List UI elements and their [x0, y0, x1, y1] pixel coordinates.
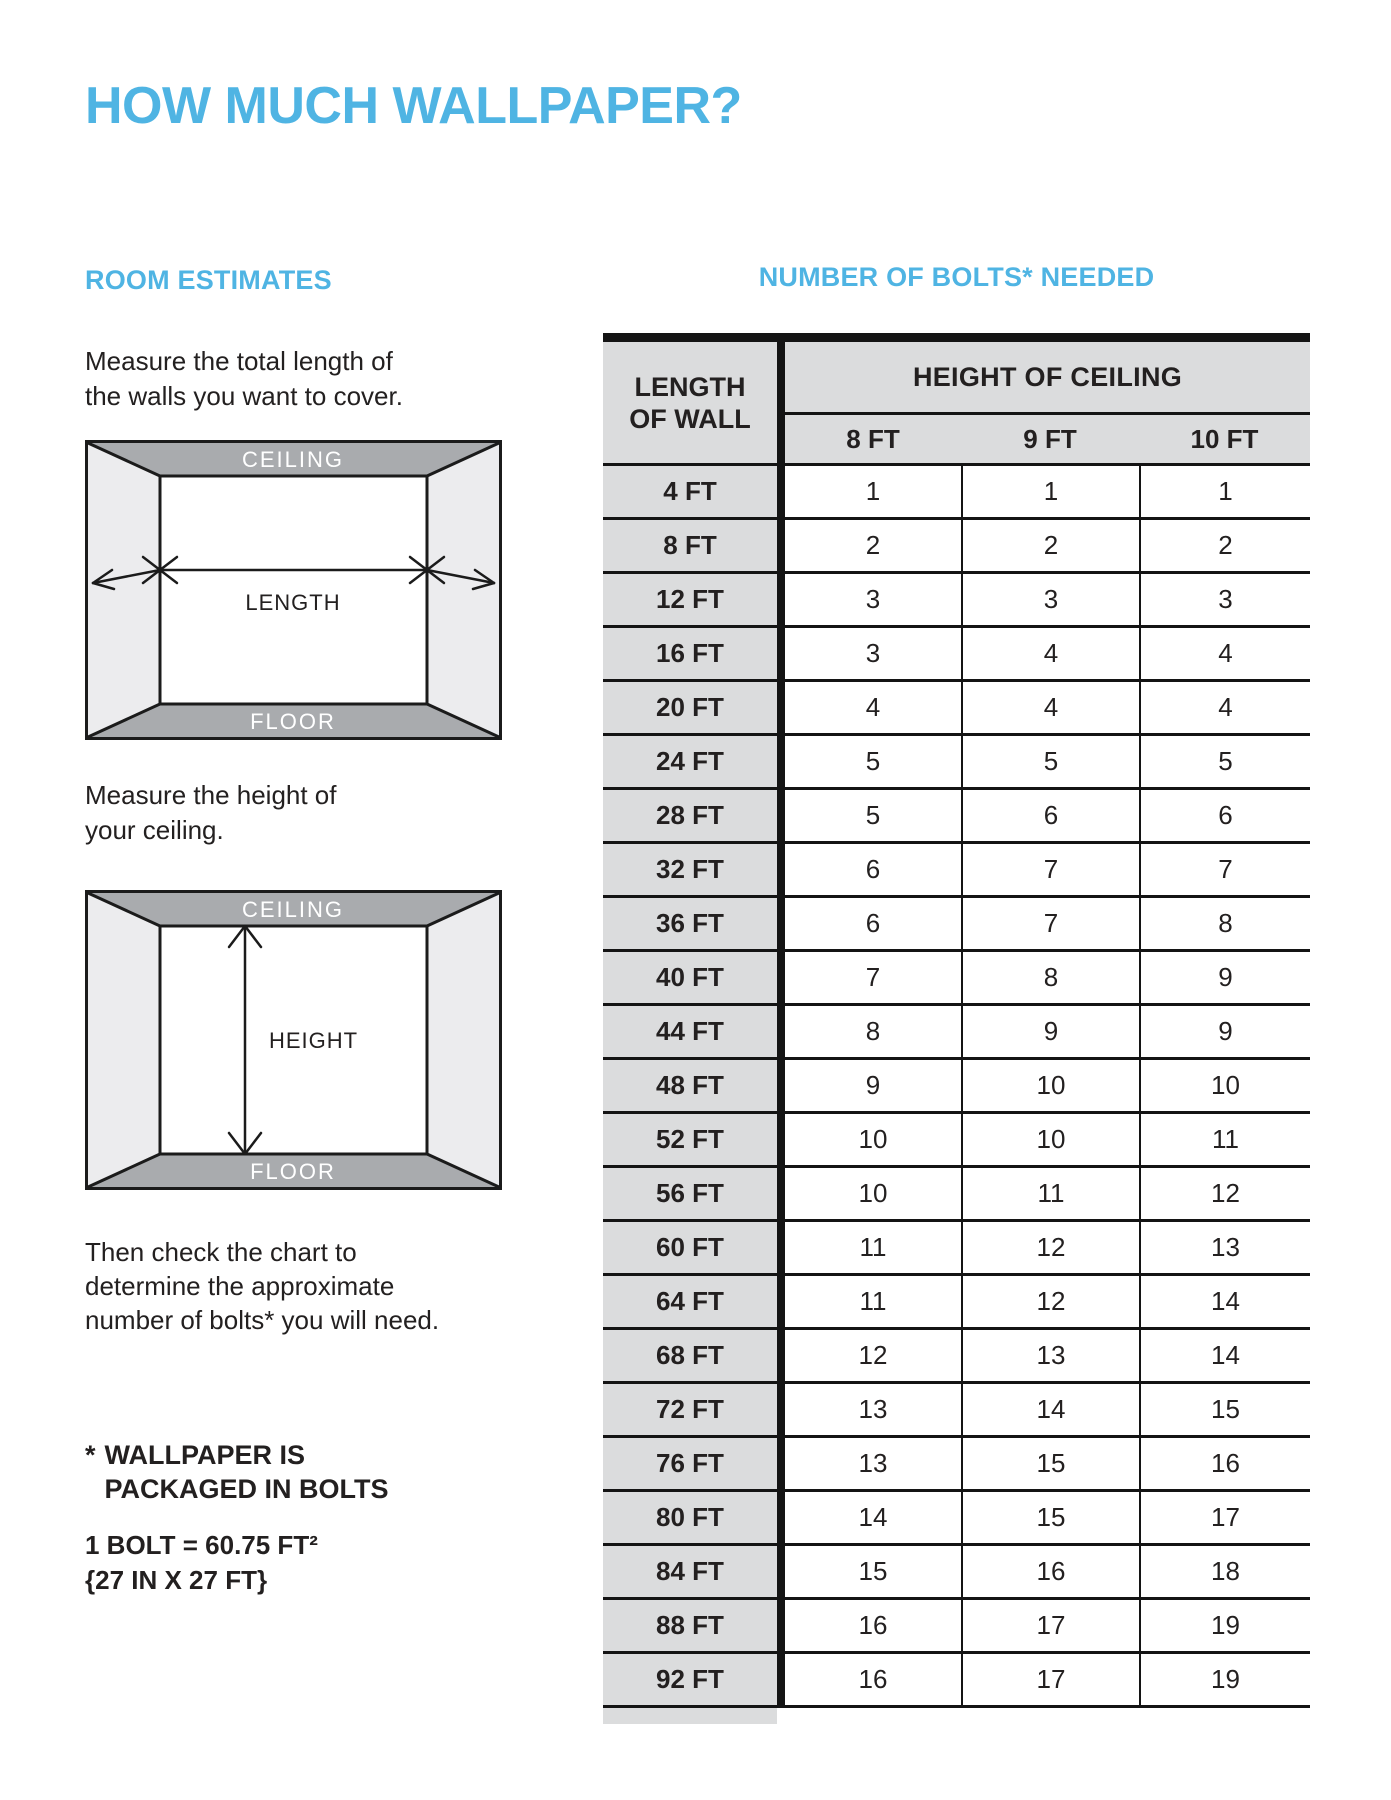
instruction-check-chart — [85, 1235, 439, 1337]
length-of-wall-header — [603, 342, 777, 463]
bolt-count-cell: 8 — [961, 952, 1139, 1003]
bolt-count-cell: 5 — [961, 736, 1139, 787]
row-label: 88 FT — [603, 1600, 777, 1651]
row-label: 24 FT — [603, 736, 777, 787]
column-divider-bar — [777, 1276, 785, 1327]
table-row — [603, 628, 1310, 682]
bolt-count-cell: 18 — [1139, 1546, 1310, 1597]
table-row — [603, 574, 1310, 628]
table-row — [603, 844, 1310, 898]
bolt-count-cell: 1 — [785, 466, 961, 517]
bolt-count-cell: 5 — [785, 736, 961, 787]
bolt-count-cell: 14 — [1139, 1330, 1310, 1381]
room-length-diagram — [85, 440, 502, 740]
bolt-count-cell: 3 — [961, 574, 1139, 625]
column-divider-bar — [777, 628, 785, 679]
floor-label: FLOOR — [250, 1159, 336, 1184]
bolt-count-cell: 13 — [961, 1330, 1139, 1381]
table-footer-strip — [603, 1708, 777, 1724]
column-divider-bar — [777, 520, 785, 571]
bolt-size-note — [85, 1528, 318, 1598]
bolt-count-cell: 10 — [961, 1114, 1139, 1165]
row-label: 12 FT — [603, 574, 777, 625]
right-wall-panel — [427, 893, 499, 1187]
column-header-8ft: 8 FT — [846, 423, 900, 454]
column-header-10ft: 10 FT — [1190, 423, 1259, 454]
bolt-count-cell: 16 — [1139, 1438, 1310, 1489]
table-row — [603, 1384, 1310, 1438]
bolt-count-cell: 9 — [1139, 1006, 1310, 1057]
bolt-count-cell: 1 — [961, 466, 1139, 517]
column-divider-bar — [777, 1114, 785, 1165]
column-divider-bar — [777, 682, 785, 733]
row-label: 20 FT — [603, 682, 777, 733]
bolt-count-cell: 9 — [785, 1060, 961, 1111]
row-label: 40 FT — [603, 952, 777, 1003]
row-label: 56 FT — [603, 1168, 777, 1219]
table-heading-bolts-needed: NUMBER OF BOLTS* NEEDED — [758, 262, 1155, 292]
table-row — [603, 1600, 1310, 1654]
bolt-count-cell: 6 — [1139, 790, 1310, 841]
ceiling-height-header-group — [785, 342, 1310, 463]
footnote-line: WALLPAPER IS — [104, 1440, 306, 1470]
table-row — [603, 1330, 1310, 1384]
height-label: HEIGHT — [269, 1028, 359, 1053]
row-label: 84 FT — [603, 1546, 777, 1597]
bolt-count-cell: 14 — [961, 1384, 1139, 1435]
instruction-line: determine the approximate — [85, 1271, 395, 1301]
right-wall-panel — [427, 443, 499, 737]
bolt-count-cell: 17 — [1139, 1492, 1310, 1543]
row-label: 68 FT — [603, 1330, 777, 1381]
instruction-line: your ceiling. — [85, 815, 224, 845]
table-row — [603, 1654, 1310, 1708]
bolt-count-cell: 15 — [785, 1546, 961, 1597]
length-of-wall-header-line: OF WALL — [629, 403, 751, 434]
bolt-count-cell: 5 — [785, 790, 961, 841]
bolt-count-cell: 16 — [785, 1600, 961, 1651]
bolt-count-cell: 7 — [961, 844, 1139, 895]
row-label: 28 FT — [603, 790, 777, 841]
column-divider-bar — [777, 736, 785, 787]
bolt-count-cell: 1 — [1139, 466, 1310, 517]
table-row — [603, 682, 1310, 736]
table-header — [603, 342, 1310, 463]
instruction-measure-length — [85, 344, 403, 414]
row-label: 52 FT — [603, 1114, 777, 1165]
footnote-line: PACKAGED IN BOLTS — [104, 1474, 389, 1504]
bolt-equation: 1 BOLT = 60.75 FT² — [85, 1530, 318, 1560]
row-label: 48 FT — [603, 1060, 777, 1111]
instruction-line: the walls you want to cover. — [85, 381, 403, 411]
table-row — [603, 520, 1310, 574]
bolt-count-cell: 4 — [1139, 628, 1310, 679]
row-label: 4 FT — [603, 466, 777, 517]
column-divider-bar — [777, 952, 785, 1003]
height-of-ceiling-header: HEIGHT OF CEILING — [785, 342, 1310, 412]
column-divider-bar — [777, 1330, 785, 1381]
row-label: 16 FT — [603, 628, 777, 679]
footnote-text — [105, 1438, 389, 1506]
row-label: 36 FT — [603, 898, 777, 949]
row-label: 32 FT — [603, 844, 777, 895]
table-row — [603, 1222, 1310, 1276]
bolt-count-cell: 11 — [961, 1168, 1139, 1219]
left-wall-panel — [88, 893, 160, 1187]
bolt-count-cell: 12 — [785, 1330, 961, 1381]
instruction-line: Then check the chart to — [85, 1237, 357, 1267]
bolt-count-cell: 17 — [961, 1654, 1139, 1705]
row-label: 64 FT — [603, 1276, 777, 1327]
row-label: 80 FT — [603, 1492, 777, 1543]
bolt-count-cell: 10 — [961, 1060, 1139, 1111]
column-divider-bar — [777, 574, 785, 625]
bolt-count-cell: 10 — [785, 1168, 961, 1219]
instruction-measure-height — [85, 778, 337, 848]
table-row — [603, 898, 1310, 952]
bolt-count-cell: 12 — [1139, 1168, 1310, 1219]
instruction-line: Measure the height of — [85, 780, 337, 810]
length-of-wall-header-line: LENGTH — [634, 371, 746, 402]
table-row — [603, 1060, 1310, 1114]
bolt-count-cell: 15 — [961, 1438, 1139, 1489]
room-height-diagram — [85, 890, 502, 1190]
bolt-count-cell: 14 — [785, 1492, 961, 1543]
bolt-count-cell: 11 — [785, 1222, 961, 1273]
bolt-count-cell: 19 — [1139, 1654, 1310, 1705]
bolt-count-cell: 7 — [1139, 844, 1310, 895]
column-divider-bar — [777, 1438, 785, 1489]
instruction-line: Measure the total length of — [85, 346, 393, 376]
bolt-count-cell: 13 — [1139, 1222, 1310, 1273]
column-divider-bar — [777, 1006, 785, 1057]
bolt-count-cell: 10 — [785, 1114, 961, 1165]
table-top-bar — [603, 333, 1310, 342]
bolt-count-cell: 11 — [1139, 1114, 1310, 1165]
bolt-count-cell: 6 — [961, 790, 1139, 841]
bolt-count-cell: 15 — [1139, 1384, 1310, 1435]
bolt-count-cell: 5 — [1139, 736, 1310, 787]
bolt-count-cell: 3 — [785, 574, 961, 625]
table-row — [603, 1492, 1310, 1546]
section-heading-room-estimates: ROOM ESTIMATES — [85, 265, 332, 295]
row-label: 44 FT — [603, 1006, 777, 1057]
table-row — [603, 1438, 1310, 1492]
row-label: 60 FT — [603, 1222, 777, 1273]
table-row — [603, 1546, 1310, 1600]
bolt-count-cell: 8 — [785, 1006, 961, 1057]
ceiling-label: CEILING — [241, 447, 345, 472]
column-divider-bar — [777, 1654, 785, 1705]
bolt-count-cell: 9 — [961, 1006, 1139, 1057]
bolt-count-cell: 7 — [961, 898, 1139, 949]
column-divider-bar — [777, 1384, 785, 1435]
bolt-dimensions: {27 IN X 27 FT} — [85, 1565, 268, 1595]
column-divider-bar — [777, 466, 785, 517]
bolt-count-cell: 6 — [785, 898, 961, 949]
length-label: LENGTH — [245, 590, 341, 615]
table-row — [603, 736, 1310, 790]
column-divider-bar — [777, 790, 785, 841]
footnote-asterisk: * — [85, 1440, 96, 1470]
floor-label: FLOOR — [250, 709, 336, 734]
bolt-count-cell: 16 — [961, 1546, 1139, 1597]
column-divider-bar — [777, 1060, 785, 1111]
row-label: 8 FT — [603, 520, 777, 571]
bolt-count-cell: 2 — [785, 520, 961, 571]
left-wall-panel — [88, 443, 160, 737]
table-row — [603, 1114, 1310, 1168]
page-title: HOW MUCH WALLPAPER? — [85, 77, 742, 135]
table-row — [603, 1168, 1310, 1222]
bolt-count-cell: 12 — [961, 1222, 1139, 1273]
bolt-count-cell: 2 — [961, 520, 1139, 571]
row-label: 92 FT — [603, 1654, 777, 1705]
column-divider-bar — [777, 1600, 785, 1651]
bolt-count-cell: 12 — [961, 1276, 1139, 1327]
bolt-count-cell: 16 — [785, 1654, 961, 1705]
table-row — [603, 466, 1310, 520]
table-row — [603, 790, 1310, 844]
bolt-count-cell: 3 — [1139, 574, 1310, 625]
table-row — [603, 952, 1310, 1006]
bolt-count-cell: 2 — [1139, 520, 1310, 571]
bolt-count-cell: 17 — [961, 1600, 1139, 1651]
bolt-count-cell: 4 — [961, 682, 1139, 733]
bolt-count-cell: 14 — [1139, 1276, 1310, 1327]
bolts-table — [603, 333, 1310, 1724]
bolt-count-cell: 7 — [785, 952, 961, 1003]
ceiling-height-columns — [785, 415, 1310, 463]
wallpaper-bolts-footnote — [85, 1438, 389, 1506]
column-divider-bar — [777, 898, 785, 949]
bolt-count-cell: 10 — [1139, 1060, 1310, 1111]
bolt-count-cell: 11 — [785, 1276, 961, 1327]
bolt-count-cell: 6 — [785, 844, 961, 895]
ceiling-label: CEILING — [241, 897, 345, 922]
row-label: 76 FT — [603, 1438, 777, 1489]
table-row — [603, 1276, 1310, 1330]
column-divider-bar — [777, 844, 785, 895]
bolt-count-cell: 19 — [1139, 1600, 1310, 1651]
bolt-count-cell: 9 — [1139, 952, 1310, 1003]
column-header-9ft: 9 FT — [1023, 423, 1077, 454]
column-divider-bar — [777, 1222, 785, 1273]
bolt-count-cell: 4 — [1139, 682, 1310, 733]
bolt-count-cell: 4 — [785, 682, 961, 733]
bolt-count-cell: 15 — [961, 1492, 1139, 1543]
row-label: 72 FT — [603, 1384, 777, 1435]
bolt-count-cell: 13 — [785, 1384, 961, 1435]
column-divider-bar — [777, 1546, 785, 1597]
instruction-line: number of bolts* you will need. — [85, 1305, 440, 1335]
bolt-count-cell: 4 — [961, 628, 1139, 679]
column-divider-bar — [777, 1168, 785, 1219]
table-row — [603, 1006, 1310, 1060]
bolt-count-cell: 3 — [785, 628, 961, 679]
bolt-count-cell: 8 — [1139, 898, 1310, 949]
table-rows — [603, 466, 1310, 1708]
bolt-count-cell: 13 — [785, 1438, 961, 1489]
column-divider-bar — [777, 342, 785, 463]
column-divider-bar — [777, 1492, 785, 1543]
